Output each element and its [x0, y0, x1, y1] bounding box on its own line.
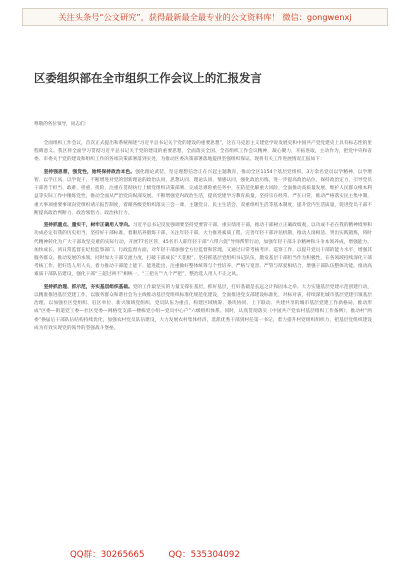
paragraph-text: 强化理论武装，坚定理想信念正在兴起主题教育，推动全区1154个基层党组织、3万余名党员以学精神、以学增智、以学正风、以学促干，不断增进对党的创新理论的政治认同、思想认同、理论认同、情感认同，强化政治历练，进一步提高政治站位，保持政治定力，引导党员干部善于担当、敢难、担重、担险，注重在贯彻执行上级党组织决策部署、完成急难险重任务中，在防范化解重大风险、全面推动高质量发展、维护人民群众根本利益等实际工作中锤炼党性，推动全面从严治党向纵深发展。不断增强党内政治生活，提高党建学习教育质量，坚持宗在经常、严在日常，推动严格落实民主集中制，重大事项重要事项向党组织请示报告制度，着眼各级党组织落实三会一课、主题党日、民主生活会、双重组织生活等基本制度，提升党内生活质量，促进党员干部不断提高政治判断力、政治领悟力、政治执行力。: [34, 169, 372, 216]
qq-number-text: QQ：535304092: [168, 550, 240, 560]
paragraph-lead: 坚持抓治理、抓示范，夯实基层组织基础。: [43, 284, 133, 290]
contact-footer: [70, 548, 370, 560]
paragraph-lead: 坚持强思想，强党性，始终保持政治本色。: [43, 169, 136, 175]
paragraph: [34, 169, 372, 218]
paragraph-text: 党的工作最坚实的力量支撑在基层，抓好基层，打好基础是长远之计和固本之举。大力实施基层党建示范创建行动，以精准推进基层党建工作，以服务群众和谐社会为主线推动基层党组织标准化规范化建设，全面推进党支部建设标准化，对标对表，持续深化城市基层党建引领基层治理，以加强社区党组织、驻区单位、新兴领域党组织、党员队伍为重点，构建区域统筹、条块协同、上下联动、共建共享的城市基层党建工作新格局，推动形成“区委—街道党工委—社区党委—网格党支部—楼栋党小组—党员中心户”六级组织体系。同时，认真贯彻落实《中国共产党农村基层组织工作条例》，推动村“两委”换届后干部队伍结构持续优化，加强农村党员队伍建设，大力发展农村集体经济，选派优秀干部到村任第一书记，着力提升村党组织组织力，把基层党组织建设成为有效实现党的领导的坚强战斗堡垒。: [34, 284, 372, 331]
paragraph: [34, 140, 372, 165]
promo-banner: 关注头条号“公文研究”，获得最新最全最专业的公文资料库！ 微信：gongwenxj: [22, 8, 388, 26]
document-body: [34, 140, 372, 337]
paragraph-lead: 坚持抓重点、重实干，树牢正确用人导向。: [43, 223, 133, 229]
paragraph-text: 全面组织工作会议，首次正式提出和系统阐述“习近平总书记关于党的建设的重要思想”，这在马克思主义建党学说发展史和中国共产党党建史上具有标志性的里程碑意义。我区将全面学习贯彻习近平总书记关于党的建设的重要思想，全面落实全国、全省组织工作会议精神，凝心聚力，开拓进取，主动作为，把党中央和省委、市委关于党的建设和组织工作的各项决策部署落到实处，为推动区委决策部署落地提供坚强组织保证。现将有关工作进展情况汇报如下：: [34, 141, 372, 163]
document-title: 区委组织部在全市组织工作会议上的汇报发言: [34, 71, 262, 85]
paragraph: [34, 222, 372, 279]
qq-group-text: QQ群：30265665: [70, 550, 145, 560]
paragraph: [34, 284, 372, 333]
salutation: 尊敬的各位领导，同志们：: [34, 122, 90, 127]
paragraph-text: 习近平总书记反复强调要坚持党要管干部，重实绩用干部，推动干部树立正确政绩观，以功成不必在我的精神境界和功成必定有我的历史担当，坚持好干部标准，着眼培养锻炼干部，关注年轻干部，大力推进素质工程，完善年轻干部评估机制，推动人岗相适、突出实践锻炼，将时代精神转化为广大干部攻坚克难的实际行动，开展77名区管、45名市人职年轻干部“六带六促”导师帮带行动，加强年轻干部斗争精神和斗争本领养成，增强能力、加快成长，到日常监督在纪检监察部门、行政监督方面，对年轻干部加强全方位监督和管理，又通过日常考核考评、巡察工作，以提升党员干部的能力水平，增强其服务群众、推动发展的本领，同时加大干部交流力度，打破干部成长“天花板”。坚持抓基层党组织书记队伍，激发基层干部担当作为积极性，在各领域持续深化干部考核工作，把好选人用人关，着力推动干部能上能下、能进能出，注重做好整体统筹与个性培养、严格与宽容、严管与厚爱相结合，增强干部队伍整体功能。推动高素质干部队伍建设，强化干部“三超过两不”相统一、“三把关”“九个严把”，整治选人用人不正之风。: [34, 223, 372, 278]
